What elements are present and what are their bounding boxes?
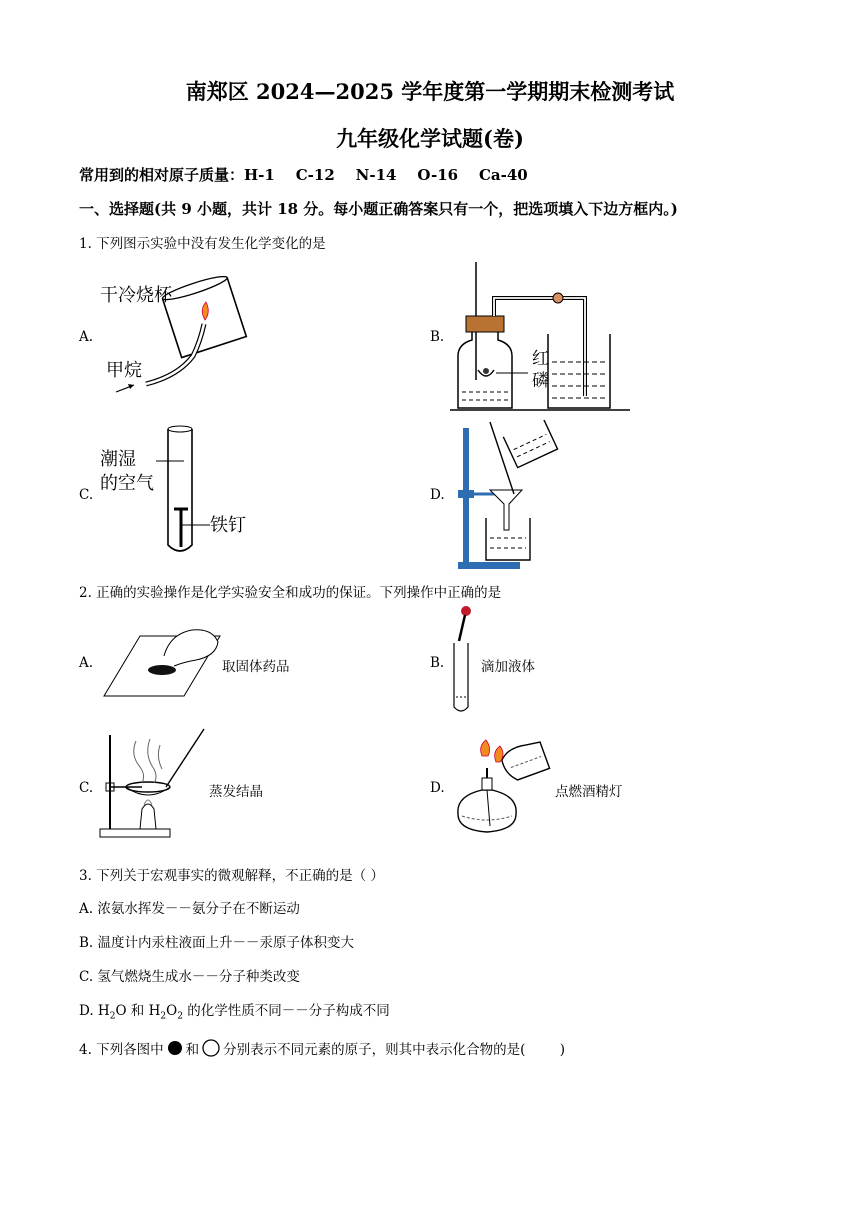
section-heading: 一、选择题(共 9 小题，共计 18 分。每小题正确答案只有一个，把选项填入下边方框内。) xyxy=(79,200,678,218)
beaker-label: 干冷烧杯 xyxy=(100,285,172,306)
q3-d-prefix: D. H xyxy=(79,1003,110,1019)
q4-part2: 和 xyxy=(185,1042,200,1058)
q2-caption-a: 取固体药品 xyxy=(222,659,290,675)
red-phosphorus-figure xyxy=(450,260,635,415)
methane-beaker-figure xyxy=(98,276,258,396)
q2-caption-b: 滴加液体 xyxy=(481,659,535,675)
air-label-1: 潮湿 xyxy=(100,449,136,470)
q3-d-sub3: 2 xyxy=(177,1011,183,1022)
phosphorus-label-2: 磷 xyxy=(532,371,549,391)
solid-reagent-figure xyxy=(100,626,225,698)
q3-d-sub2: 2 xyxy=(160,1011,167,1022)
air-label-2: 的空气 xyxy=(100,473,154,494)
q2-caption-d: 点燃酒精灯 xyxy=(555,784,623,800)
methane-label: 甲烷 xyxy=(106,360,142,381)
hollow-atom-icon xyxy=(201,1038,221,1058)
q2-stem: 2. 正确的实验操作是化学实验安全和成功的保证。下列操作中正确的是 xyxy=(79,585,502,601)
q3-d-mid: O 和 H xyxy=(115,1003,161,1019)
q3-option-a: A. 浓氨水挥发－－氨分子在不断运动 xyxy=(79,901,300,917)
q4-stem xyxy=(79,1038,565,1058)
q2-caption-c: 蒸发结晶 xyxy=(209,784,263,800)
q3-d-mid2: O xyxy=(166,1003,178,1019)
q1-option-b: B. xyxy=(430,329,445,345)
filtration-figure xyxy=(452,420,567,570)
filled-atom-icon xyxy=(166,1039,184,1057)
q2-option-c: C. xyxy=(79,780,94,796)
dropper-figure xyxy=(450,605,478,717)
page-subtitle: 九年级化学试题(卷) xyxy=(336,126,524,151)
page-title: 南郑区 2024—2025 学年度第一学期期末检测考试 xyxy=(185,79,675,104)
q1-option-c: C. xyxy=(79,487,94,503)
evaporation-figure xyxy=(96,725,208,841)
q3-stem: 3. 下列关于宏观事实的微观解释，不正确的是（ ） xyxy=(79,868,384,884)
q4-part1: 4. 下列各图中 xyxy=(79,1042,164,1058)
q3-option-c: C. 氢气燃烧生成水－－分子种类改变 xyxy=(79,969,300,985)
q1-option-d: D. xyxy=(430,487,445,503)
q3-d-sub1: 2 xyxy=(109,1011,116,1022)
q1-option-a: A. xyxy=(79,329,94,345)
q3-option-b: B. 温度计内汞柱液面上升－－汞原子体积变大 xyxy=(79,935,355,951)
q4-part3: 分别表示不同元素的原子，则其中表示化合物的是( ) xyxy=(223,1042,566,1058)
q3-d-suffix: 的化学性质不同－－分子构成不同 xyxy=(182,1003,390,1019)
iron-nail-figure xyxy=(98,425,258,560)
q2-option-a: A. xyxy=(79,655,94,671)
phosphorus-label-1: 红 xyxy=(532,349,549,369)
atomic-mass-line: 常用到的相对原子质量：H-1 C-12 N-14 O-16 Ca-40 xyxy=(79,166,528,184)
q3-option-d xyxy=(79,999,390,1022)
alcohol-lamp-figure xyxy=(452,738,556,838)
q1-stem: 1. 下列图示实验中没有发生化学变化的是 xyxy=(79,236,326,252)
nail-label: 铁钉 xyxy=(210,515,246,536)
q2-option-d: D. xyxy=(430,780,445,796)
q2-option-b: B. xyxy=(430,655,445,671)
